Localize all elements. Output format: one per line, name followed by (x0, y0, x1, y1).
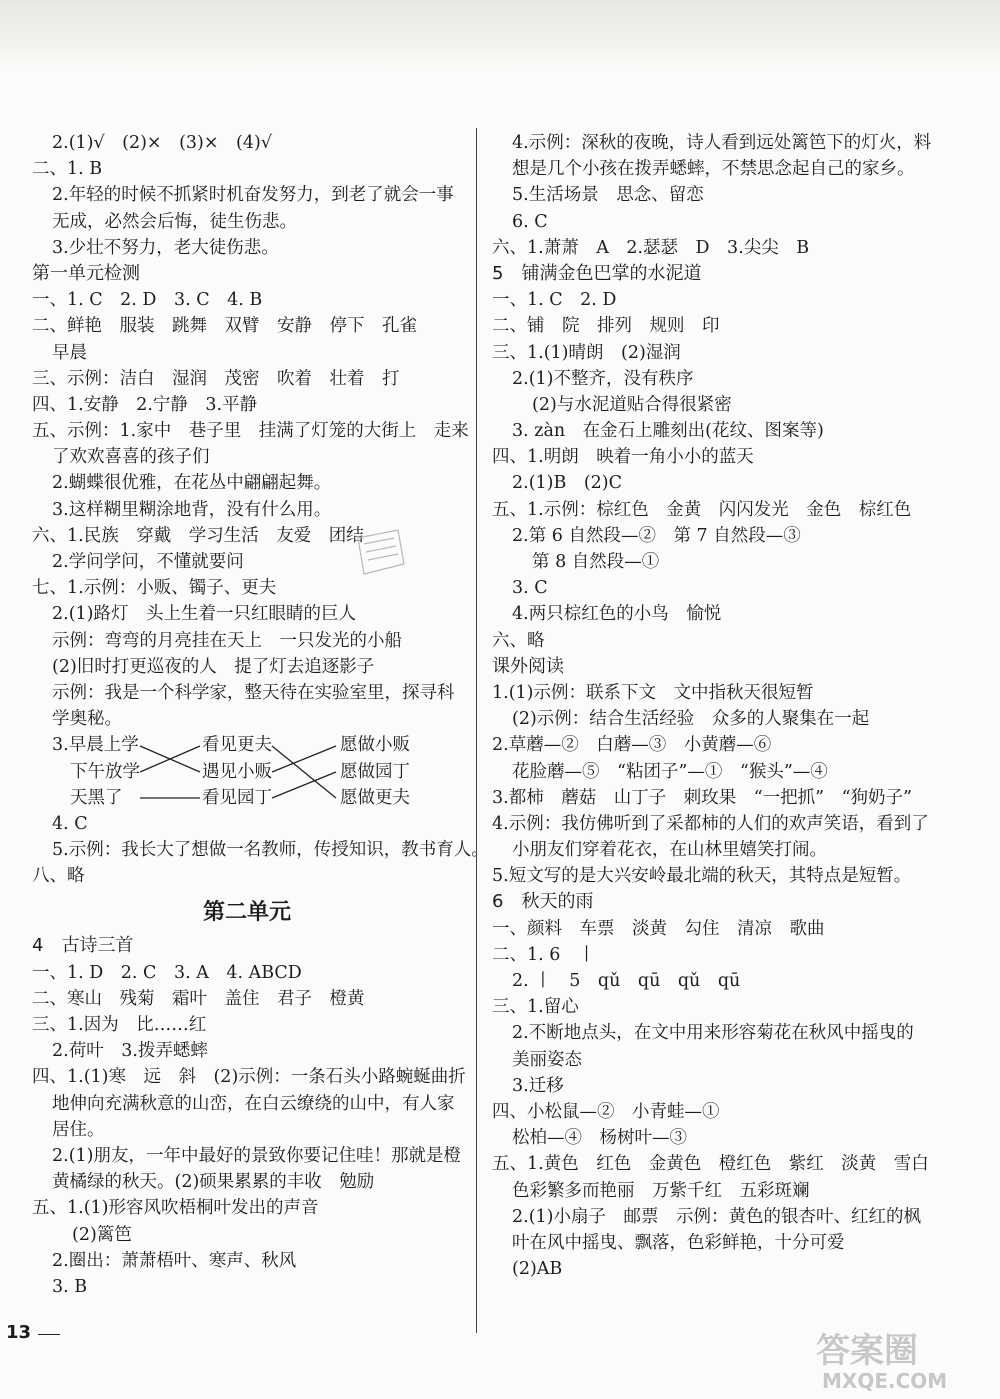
left-line: 早晨 (52, 342, 87, 363)
left-answer-lines (32, 130, 469, 732)
right-line: 2. 丨 5 qǔ qū qǔ qū (512, 971, 741, 991)
left-line: 了欢欢喜喜的孩子们 (52, 447, 210, 468)
left-line: 3.这样糊里糊涂地背，没有什么用。 (52, 499, 332, 520)
right-line: 松柏—④ 杨树叶—③ (512, 1128, 687, 1149)
left3-line: 3. B (52, 1276, 88, 1297)
right-line: 二、1. 6 丨 (492, 944, 596, 965)
match-a-1: 3.早晨上学 (52, 735, 139, 756)
left-line: (2)旧时打更巡夜的人 提了灯去追逐影子 (52, 656, 375, 677)
unit-title: 第二单元 (202, 900, 291, 926)
left3-line: 地伸向充满秋意的山峦，在白云缭绕的山中，有人家 (52, 1093, 455, 1114)
left3-line: 一、1. D 2. C 3. A 4. ABCD (32, 962, 302, 983)
right-line: 叶在风中摇曳、飘落，色彩鲜艳，十分可爱 (512, 1232, 845, 1253)
right-line: 六、略 (492, 630, 545, 651)
watermark-logo-icon (812, 1318, 992, 1394)
right-line: 3.迁移 (512, 1075, 564, 1096)
right-line: 课外阅读 (492, 655, 564, 677)
right-line: 四、小松鼠—② 小青蛙—① (492, 1101, 720, 1122)
left2-line: 5.示例：我长大了想做一名教师，传授知识，教书育人。 (52, 840, 489, 861)
match-a-3: 天黑了 (70, 787, 123, 808)
left-line: 六、1.民族 穿戴 学习生活 友爱 团结 (32, 525, 364, 546)
left-line: 2.年轻的时候不抓紧时机奋发努力，到老了就会一事 (52, 185, 454, 206)
left3-line: 五、1.(1)形容风吹梧桐叶发出的声音 (32, 1198, 319, 1219)
matching-exercise (32, 732, 462, 811)
right-line: 美丽姿态 (512, 1049, 582, 1070)
right-answer-lines (492, 130, 952, 1282)
right-line: 3.都柿 蘑菇 山丁子 刺玫果 “一把抓” “狗奶子” (492, 787, 912, 808)
right-line: 4.两只棕红色的小鸟 愉悦 (512, 604, 722, 625)
right-line: 3. zàn 在金石上雕刻出(花纹、图案等) (512, 421, 824, 442)
left3-line: 2.荷叶 3.拨弄蟋蟀 (52, 1041, 208, 1062)
left3-line: 2.(1)朋友，一年中最好的景致你要记住哇！那就是橙 (52, 1145, 461, 1166)
right-line: (2)与水泥道贴合得很紧密 (532, 394, 732, 415)
match-b-1: 看见更夫 (202, 735, 272, 756)
left-line: 学奥秘。 (52, 709, 122, 730)
scan-top-shadow (0, 0, 1000, 70)
right-line: 一、1. C 2. D (492, 290, 617, 311)
right-line: 6. C (512, 211, 548, 232)
left2-line: 4. C (52, 813, 88, 834)
stamp-icon (350, 524, 410, 584)
page-number: 13 (6, 1322, 32, 1343)
left-line: 四、1.安静 2.宁静 3.平静 (32, 394, 258, 415)
left3-line: 二、寒山 残菊 霜叶 盖住 君子 橙黄 (32, 988, 365, 1009)
right-line: 2.(1)不整齐，没有秩序 (512, 368, 694, 389)
match-b-3: 看见园丁 (202, 787, 272, 808)
column-divider (476, 128, 477, 1333)
left3-line: 黄橘绿的秋天。(2)硕果累累的丰收 勉励 (52, 1172, 375, 1193)
right-line: 二、铺 院 排列 规则 印 (492, 316, 720, 337)
left2-line: 八、略 (32, 866, 85, 887)
right-line: 想是几个小孩在拨弄蟋蟀，不禁思念起自己的家乡。 (512, 159, 915, 180)
right-line: 2.第 6 自然段—② 第 7 自然段—③ (512, 525, 801, 546)
right-line: 6 秋天的雨 (492, 891, 594, 913)
right-line: 2.不断地点头，在文中用来形容菊花在秋风中摇曳的 (512, 1023, 914, 1044)
right-line: 五、1.黄色 红色 金黄色 橙红色 紫红 淡黄 雪白 (492, 1154, 929, 1175)
left-line: 第一单元检测 (32, 262, 140, 284)
left-line: 2.(1)√ (2)× (3)× (4)√ (52, 133, 272, 153)
right-line: 第 8 自然段—① (532, 552, 660, 572)
right-line: 三、1.留心 (492, 997, 579, 1018)
right-line: 花脸蘑—⑤ “粘团子”—① “猴头”—④ (512, 761, 828, 782)
right-line: 3. C (512, 578, 548, 599)
left-line: 三、示例：洁白 湿润 茂密 吹着 壮着 打 (32, 368, 400, 389)
right-line: 六、1.萧萧 A 2.瑟瑟 D 3.尖尖 B (492, 237, 810, 258)
match-c-1: 愿做小贩 (340, 735, 410, 756)
left-line: 一、1. C 2. D 3. C 4. B (32, 290, 263, 311)
match-line-4 (272, 746, 336, 798)
left-line: 2.(1)路灯 头上生着一只红眼睛的巨人 (52, 604, 356, 625)
right-line: 5.短文写的是大兴安岭最北端的秋天，其特点是短暂。 (492, 866, 912, 887)
right-line: 2.(1)B (2)C (512, 473, 623, 494)
right-line: (2)AB (512, 1259, 563, 1280)
left-answer-lines-2 (32, 811, 489, 890)
left-column (32, 130, 489, 1300)
watermark-line1: 答案圈 (816, 1331, 918, 1371)
left3-line: 居住。 (52, 1119, 105, 1140)
right-line: 1.(1)示例：联系下文 文中指秋天很短暂 (492, 682, 814, 703)
right-line: 色彩繁多而艳丽 万紫千红 五彩斑斓 (512, 1180, 810, 1201)
right-line: 四、1.明朗 映着一角小小的蓝天 (492, 447, 754, 468)
left-line: 无成，必然会后悔，徒生伤悲。 (52, 211, 297, 232)
match-b-2: 遇见小贩 (202, 761, 272, 782)
left-line: 示例：我是一个科学家，整天待在实验室里，探寻科 (52, 682, 455, 703)
left-line: 2.蝴蝶很优雅，在花丛中翩翩起舞。 (52, 473, 332, 494)
left-line: 五、示例：1.家中 巷子里 挂满了灯笼的大街上 走来 (32, 421, 469, 442)
right-line: 2.草蘑—② 白蘑—③ 小黄蘑—⑥ (492, 735, 772, 756)
left3-line: 三、1.因为 比……红 (32, 1015, 207, 1036)
left-line: 3.少壮不努力，老大徒伤悲。 (52, 237, 279, 258)
left-line: 七、1.示例：小贩、镯子、更夫 (32, 578, 277, 599)
left-line: 示例：弯弯的月亮挂在天上 一只发光的小船 (52, 630, 402, 651)
right-line: 2.(1)小扇子 邮票 示例：黄色的银杏叶、红红的枫 (512, 1206, 921, 1227)
right-line: 五、1.示例：棕红色 金黄 闪闪发光 金色 棕红色 (492, 499, 912, 520)
right-line: 5 铺满金色巴掌的水泥道 (492, 262, 702, 284)
right-line: 4.示例：我仿佛听到了采都柿的人们的欢声笑语，看到了 (492, 813, 929, 834)
left3-line: (2)篱笆 (72, 1224, 132, 1245)
left-line: 2.学问学问，不懂就要问 (52, 552, 244, 572)
right-line: 三、1.(1)晴朗 (2)湿润 (492, 342, 681, 363)
left3-line: 4 古诗三首 (32, 935, 134, 957)
left3-line: 2.圈出：萧萧梧叶、寒声、秋风 (52, 1250, 297, 1271)
left-line: 二、鲜艳 服装 跳舞 双臂 安静 停下 孔雀 (32, 316, 417, 337)
right-line: 4.示例：深秋的夜晚，诗人看到远处篱笆下的灯火，料 (512, 133, 932, 153)
right-line: (2)示例：结合生活经验 众多的人聚集在一起 (512, 709, 870, 730)
left-answer-lines-3 (32, 933, 466, 1300)
right-line: 小朋友们穿着花衣，在山林里嬉笑打闹。 (512, 840, 827, 861)
left-line: 二、1. B (32, 159, 103, 180)
watermark-line2: MXQE.COM (822, 1369, 948, 1393)
match-line-5 (272, 746, 336, 772)
match-a-2: 下午放学 (70, 761, 140, 782)
right-column (492, 130, 952, 1282)
right-line: 5.生活场景 思念、留恋 (512, 185, 704, 206)
left3-line: 四、1.(1)寒 远 斜 (2)示例：一条石头小路蜿蜒曲折 (32, 1067, 466, 1088)
page-number-dash (38, 1334, 60, 1335)
right-line: 一、颜料 车票 淡黄 勾住 清凉 歌曲 (492, 918, 825, 939)
match-c-3: 愿做更夫 (340, 787, 410, 808)
match-c-2: 愿做园丁 (340, 761, 410, 782)
match-line-6 (272, 772, 336, 798)
